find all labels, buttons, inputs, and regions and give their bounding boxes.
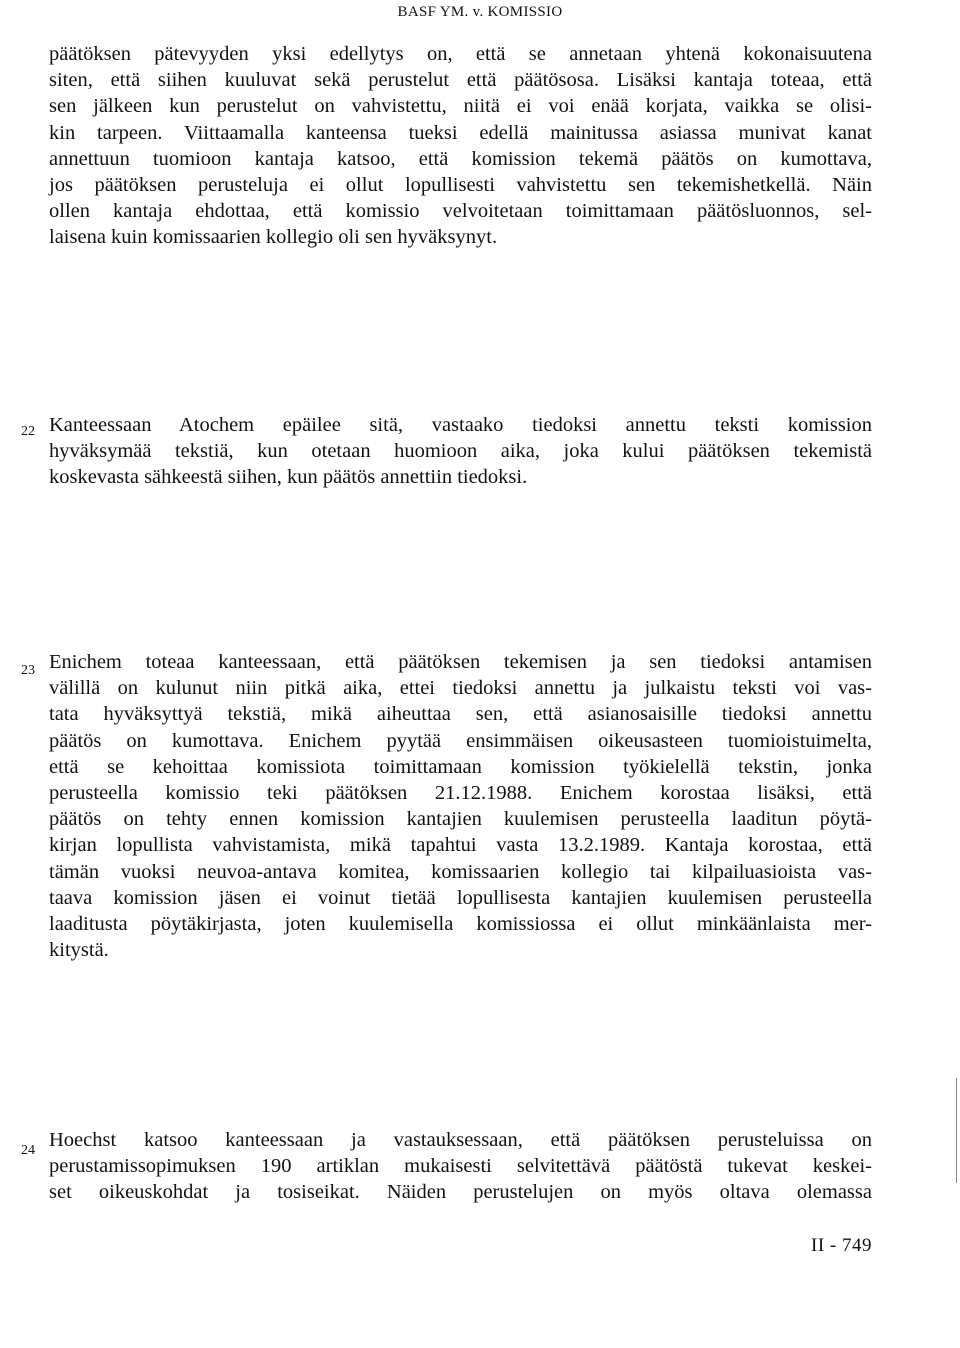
paragraph-24 bbox=[49, 1127, 872, 1206]
text-line: jos päätöksen perusteluja ei ollut lopullisesti vahvistettu sen tekemishetkellä. Näin bbox=[49, 174, 872, 197]
text-line: tata hyväksyttyä tekstiä, mikä aiheuttaa sen, että asianosaisille tiedoksi annettu bbox=[49, 703, 872, 726]
text-line: ollen kantaja ehdottaa, että komissio velvoitetaan toimittamaan päätösluonnos, sel- bbox=[49, 200, 872, 223]
paragraph-23 bbox=[49, 649, 872, 963]
text-line: kin tarpeen. Viittaamalla kanteensa tueksi edellä mainitussa asiassa munivat kanat bbox=[49, 121, 872, 144]
text-line: kitystä. bbox=[49, 939, 109, 962]
text-line: koskevasta sähkeestä siihen, kun päätös annettiin tiedoksi. bbox=[49, 466, 528, 489]
text-line: että se kehoittaa komissiota toimittamaan komission työkielellä tekstin, jonka bbox=[49, 755, 872, 778]
paragraph-continued bbox=[49, 41, 872, 251]
text-line: hyväksymää tekstiä, kun otetaan huomioon aika, joka kului päätöksen tekemistä bbox=[49, 440, 872, 463]
text-line: päätös on tehty ennen komission kantajien kuulemisen perusteella laaditun pöytä- bbox=[49, 808, 872, 831]
text-line: välillä on kulunut niin pitkä aika, ettei tiedoksi annettu ja julkaistu teksti voi vas- bbox=[49, 677, 872, 700]
page-number: II - 749 bbox=[811, 1235, 872, 1256]
paragraph-number: 24 bbox=[21, 1143, 35, 1158]
text-line: tämän vuoksi neuvoa-antava komitea, komissaarien kollegio tai kilpailuasioista vas- bbox=[49, 860, 872, 883]
text-line: perustamissopimuksen 190 artiklan mukaisesti selvitettävä päätöstä tukevat keskei- bbox=[49, 1155, 872, 1178]
paragraph-number: 22 bbox=[21, 424, 35, 439]
text-line: Hoechst katsoo kanteessaan ja vastauksessaan, että päätöksen perusteluissa on bbox=[49, 1129, 872, 1151]
text-line: annettuun tuomioon kantaja katsoo, että komission tekemä päätös on kumottava, bbox=[49, 147, 872, 170]
paragraph-22 bbox=[49, 412, 872, 491]
text-line: sen jälkeen kun perustelut on vahvistettu, niitä ei voi enää korjata, vaikka se olisi- bbox=[49, 95, 872, 118]
paragraph-number: 23 bbox=[21, 663, 35, 678]
text-line: laisena kuin komissaarien kollegio oli sen hyväksynyt. bbox=[49, 226, 498, 249]
text-line: Kanteessaan Atochem epäilee sitä, vastaako tiedoksi annettu teksti komission bbox=[49, 414, 872, 436]
text-line: päätös on kumottava. Enichem pyytää ensimmäisen oikeusasteen tuomioistuimelta, bbox=[49, 729, 872, 752]
text-line: set oikeuskohdat ja tosiseikat. Näiden perustelujen on myös oltava olemassa bbox=[49, 1181, 872, 1204]
text-line: laaditusta pöytäkirjasta, joten kuulemisella komissiossa ei ollut minkäänlaista mer- bbox=[49, 913, 872, 936]
text-line: taava komission jäsen ei voinut tietää lopullisesta kantajien kuulemisen perusteella bbox=[49, 886, 872, 909]
text-line: päätöksen pätevyyden yksi edellytys on, että se annetaan yhtenä kokonaisuutena bbox=[49, 43, 872, 65]
running-header: BASF YM. v. KOMISSIO bbox=[397, 4, 563, 20]
margin-rule bbox=[956, 1078, 957, 1183]
text-line: siten, että siihen kuuluvat sekä perustelut että päätösosa. Lisäksi kantaja toteaa, että bbox=[49, 69, 872, 92]
text-line: perusteella komissio teki päätöksen 21.12.1988. Enichem korostaa lisäksi, että bbox=[49, 782, 872, 805]
text-line: kirjan lopullista vahvistamista, mikä tapahtui vasta 13.2.1989. Kantaja korostaa, että bbox=[49, 834, 872, 857]
text-line: Enichem toteaa kanteessaan, että päätöksen tekemisen ja sen tiedoksi antamisen bbox=[49, 651, 872, 673]
